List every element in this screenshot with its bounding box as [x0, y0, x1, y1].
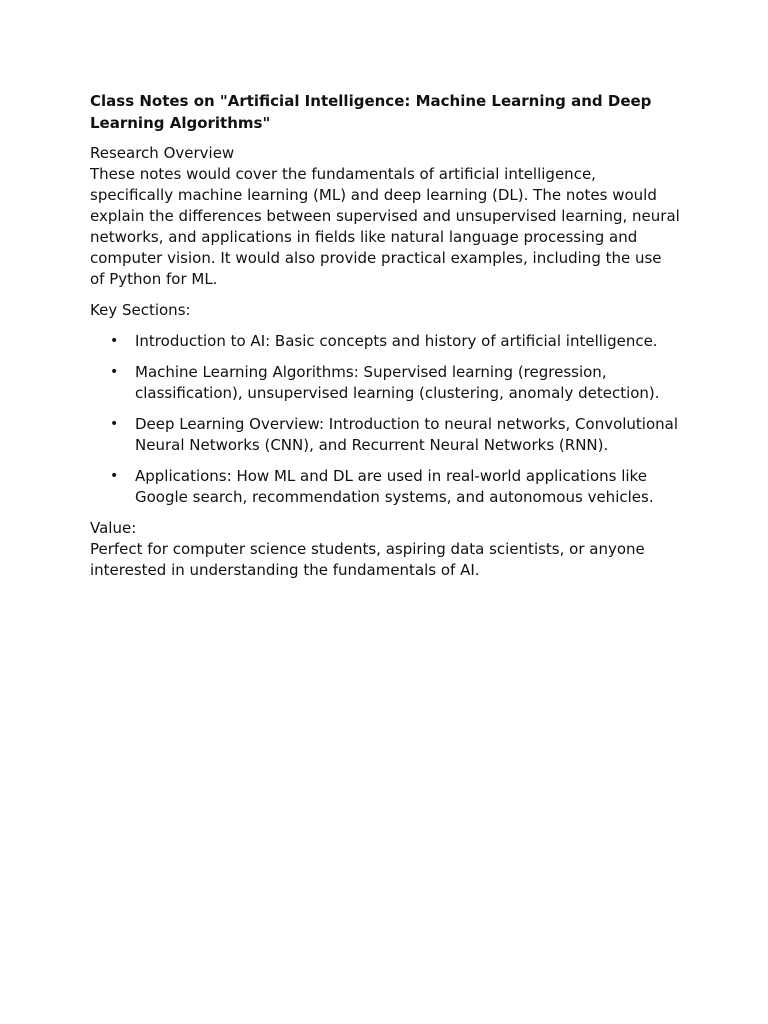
research-overview-heading: Research Overview	[90, 144, 235, 162]
bullet-icon: •	[110, 416, 119, 432]
research-overview-text: These notes would cover the fundamentals of artificial intelligence, specifically machine learning (ML) and deep learning (DL). The notes would explain the differences between supervised and unsupervised learning, neural networks, and applications in fields like natural language processing and computer vision. It would also provide practical examples, including the use of Python for ML.	[90, 165, 680, 288]
value-text: Perfect for computer science students, aspiring data scientists, or anyone interested in understanding the fundamentals of AI.	[90, 540, 645, 579]
list-item	[90, 466, 680, 508]
value-heading: Value:	[90, 519, 137, 537]
list-item	[90, 331, 680, 352]
bullet-icon: •	[110, 468, 119, 484]
key-sections-list	[90, 331, 680, 508]
list-item	[90, 362, 680, 404]
list-item	[90, 414, 680, 456]
list-item-text: Introduction to AI: Basic concepts and history of artificial intelligence.	[135, 332, 658, 350]
key-sections-heading: Key Sections:	[90, 301, 191, 319]
bullet-icon: •	[110, 364, 119, 380]
bullet-icon: •	[110, 333, 119, 349]
document-title: Class Notes on "Artificial Intelligence: Machine Learning and Deep Learning Algorithms"	[90, 92, 652, 132]
list-item-text: Machine Learning Algorithms: Supervised learning (regression, classification), unsupervised learning (clustering, anomaly detection).	[135, 363, 660, 402]
list-item-text: Applications: How ML and DL are used in real-world applications like Google search, recommendation systems, and autonomous vehicles.	[135, 467, 654, 506]
list-item-text: Deep Learning Overview: Introduction to neural networks, Convolutional Neural Networks (CNN), and Recurrent Neural Networks (RNN).	[135, 415, 679, 454]
document-page	[90, 91, 680, 591]
